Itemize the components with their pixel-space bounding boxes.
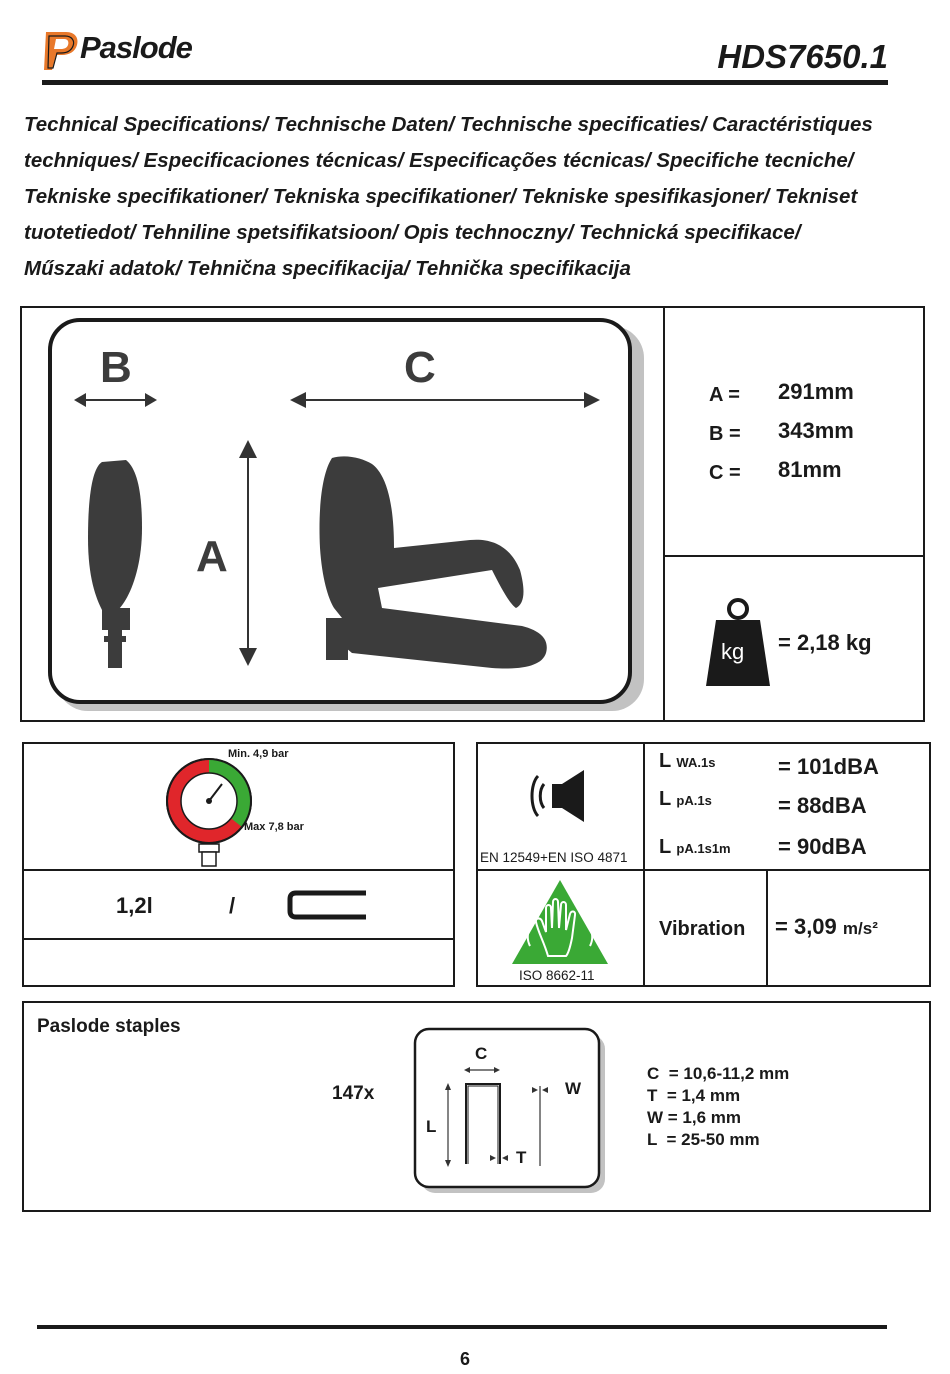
staple-spec-line: T = 1,4 mm — [647, 1086, 741, 1105]
dim-row-label: B = — [709, 423, 741, 445]
speaker-icon — [524, 768, 588, 826]
model-number: HDS7650.1 — [717, 38, 888, 75]
dim-row-value: 343mm — [778, 418, 854, 443]
staple-spec-line: C = 10,6-11,2 mm — [647, 1064, 790, 1083]
brand-name: Paslode — [80, 30, 192, 65]
weight-icon-label: kg — [721, 639, 745, 664]
staple-cycle-icon — [286, 888, 370, 922]
noise-subscript: pA.1s — [676, 793, 712, 808]
dim-label-b: B — [100, 343, 132, 392]
staple-label-c: C — [475, 1044, 488, 1063]
paslode-logo-mark — [42, 28, 82, 74]
spec-heading — [24, 107, 929, 287]
vibration-value: = 3,09 m/s² — [775, 914, 878, 939]
dim-row-value: 81mm — [778, 457, 842, 482]
weight-value: = 2,18 kg — [778, 630, 872, 655]
pressure-gauge-icon — [162, 756, 258, 868]
divider — [663, 306, 665, 722]
dim-label-c: C — [404, 343, 436, 392]
vibration-standard: ISO 8662-11 — [519, 968, 595, 983]
noise-value: = 101dBA — [778, 754, 879, 779]
noise-label: L pA.1s1m — [659, 836, 731, 858]
noise-value: = 90dBA — [778, 834, 867, 859]
vibration-label: Vibration — [659, 918, 746, 940]
header-rule — [42, 80, 888, 85]
dim-row-value: 291mm — [778, 379, 854, 404]
noise-standard: EN 12549+EN ISO 4871 — [480, 850, 628, 865]
divider — [22, 938, 455, 940]
gauge-min-label: Min. 4,9 bar — [228, 748, 289, 760]
heading-line: Technical Specifications/ Technische Daten/ Technische specificaties/ Caractéristiques — [24, 113, 873, 136]
divider — [476, 869, 931, 871]
heading-line: Tekniske specifikationer/ Tekniska specifikationer/ Tekniske spesifikasjoner/ Tekniset — [24, 185, 858, 208]
staple-label-l: L — [426, 1117, 437, 1136]
gauge-max-label: Max 7,8 bar — [244, 821, 304, 833]
footer-rule — [37, 1325, 887, 1329]
noise-subscript: pA.1s1m — [676, 841, 731, 856]
staple-label-w: W — [565, 1079, 582, 1098]
divider — [643, 742, 645, 987]
staple-spec-line: W = 1,6 mm — [647, 1108, 742, 1127]
heading-line: Műszaki adatok/ Tehnična specifikacija/ Tehnička specifikacija — [24, 257, 631, 280]
noise-value: = 88dBA — [778, 793, 867, 818]
dim-row-label: C = — [709, 462, 741, 484]
air-consumption: 1,2l — [116, 893, 153, 918]
page-number: 6 — [459, 1349, 470, 1369]
staples-count: 147x — [332, 1083, 375, 1104]
vibration-unit: m/s² — [842, 919, 878, 938]
noise-label: L WA.1s — [659, 750, 716, 772]
divider — [22, 869, 455, 871]
divider — [664, 555, 925, 557]
noise-subscript: WA.1s — [676, 755, 716, 770]
dim-row-label: A = — [709, 384, 740, 406]
vibration-hand-icon — [510, 878, 610, 966]
staple-diagram — [412, 1026, 608, 1196]
dim-label-a: A — [196, 532, 228, 581]
divider — [766, 869, 768, 987]
staple-label-t: T — [516, 1148, 527, 1167]
staples-title: Paslode staples — [37, 1016, 181, 1037]
heading-line: tuotetiedot/ Tehniline spetsifikatsioon/ Opis technoczny/ Technická specifikace/ — [24, 221, 801, 244]
separator-slash: / — [229, 893, 236, 918]
staple-spec-line: L = 25-50 mm — [647, 1130, 760, 1149]
heading-line: techniques/ Especificaciones técnicas/ Especificações técnicas/ Specifiche tecniche/ — [24, 149, 854, 172]
staple-specs — [647, 1063, 789, 1151]
noise-label: L pA.1s — [659, 788, 712, 810]
